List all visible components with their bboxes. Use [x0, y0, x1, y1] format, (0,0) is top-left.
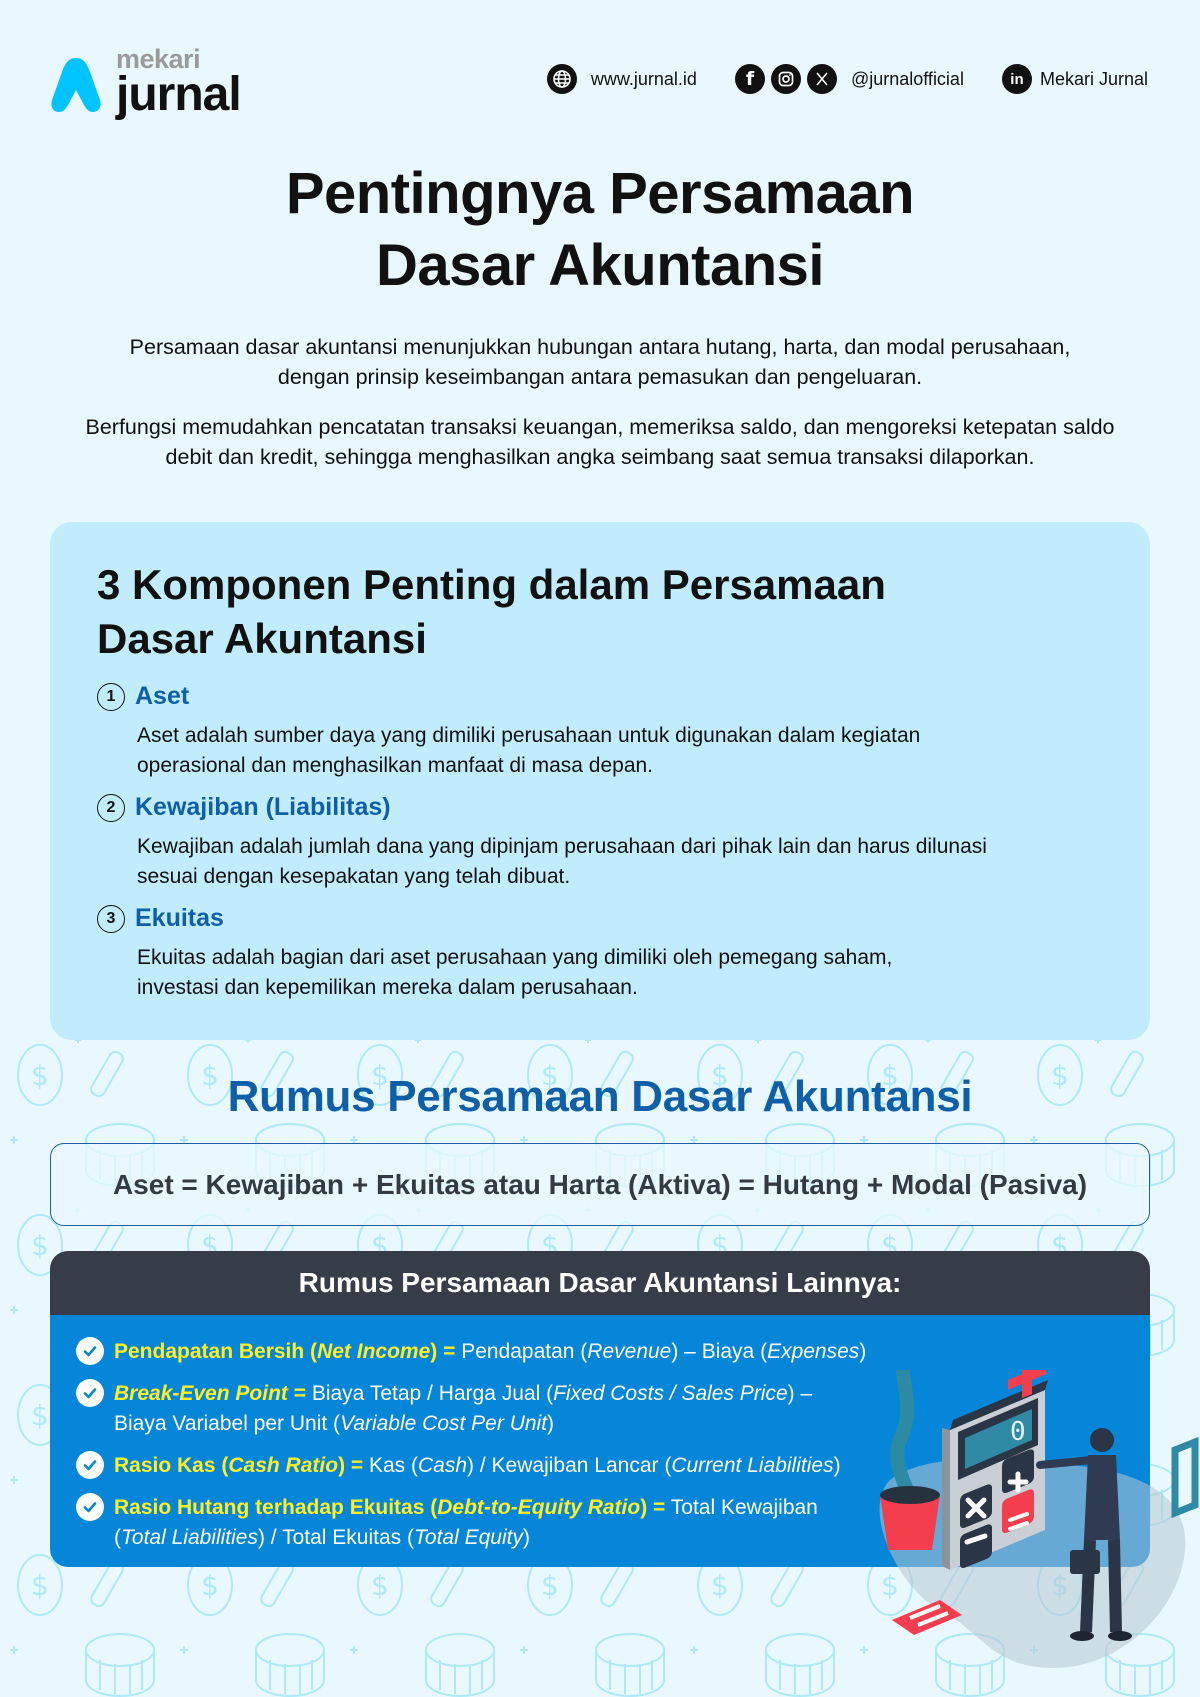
page-title [0, 158, 1200, 302]
component-description [137, 832, 1097, 892]
formula-text [114, 1379, 812, 1439]
formula-line-2 [114, 1523, 818, 1553]
formula-part-italic: Expenses [767, 1340, 860, 1363]
formula-term: Pendapatan Bersih ( [114, 1340, 318, 1363]
component-item-aset [97, 682, 1097, 781]
desc-line-1: Kewajiban adalah jumlah dana yang dipinjam perusahaan dari pihak lain dan harus dilunasi [137, 835, 987, 858]
formula-part: Pendapatan ( [455, 1340, 588, 1363]
formula-part: ) [522, 1526, 530, 1549]
formula-part-italic: Total Liabilities [121, 1526, 258, 1549]
number-badge: 1 [97, 683, 125, 711]
formula-term-italic: Debt-to-Equity Ratio [437, 1496, 641, 1519]
check-circle-icon [76, 1493, 104, 1521]
number-badge: 2 [97, 794, 125, 822]
formula-term-end: ) = [338, 1454, 364, 1477]
component-name: Aset [135, 682, 190, 710]
desc-line-1: Ekuitas adalah bagian dari aset perusahaan yang dimiliki oleh pemegang saham, [137, 946, 893, 969]
formula-term-italic: Net Income [317, 1340, 431, 1363]
title-line-1: Pentingnya Persamaan [285, 161, 915, 226]
formula-part-italic: Variable Cost Per Unit [340, 1412, 548, 1435]
jurnal-logo-icon [48, 54, 104, 118]
globe-icon [547, 64, 577, 94]
components-title [97, 558, 886, 666]
desc-line-2: operasional dan menghasilkan manfaat di masa depan. [137, 754, 654, 777]
component-description [137, 943, 1097, 1003]
component-name: Kewajiban (Liabilitas) [135, 793, 391, 821]
formula-part: ) [547, 1412, 555, 1435]
x-icon[interactable] [807, 64, 837, 94]
formula-part: ) [859, 1340, 867, 1363]
intro-paragraph-2: Berfungsi memudahkan pencatatan transaksi keuangan, memeriksa saldo, dan mengoreksi ketepatan saldo debit dan kredit, sehingga menghasilkan angka seimbang saat semua transaksi dilaporkan. [85, 415, 1115, 469]
formula-term-italic: Break-Even Point [114, 1382, 288, 1405]
formula-text [114, 1337, 866, 1367]
linkedin-icon: in [1002, 64, 1032, 94]
formula-part: Total Kewajiban [665, 1496, 818, 1519]
brand-logo[interactable] [48, 46, 241, 119]
check-circle-icon [76, 1451, 104, 1479]
brand-mekari: mekari [116, 44, 201, 74]
social-handle[interactable]: @jurnalofficial [850, 68, 964, 89]
components-title-line-2: Dasar Akuntansi [97, 615, 427, 662]
display-digit: 0 [1010, 1417, 1026, 1447]
formula-part-italic: Current Liabilities [671, 1454, 834, 1477]
check-circle-icon [76, 1337, 104, 1365]
website-text: www.jurnal.id [590, 68, 697, 89]
component-item-kewajiban [97, 793, 1097, 892]
linkedin-link[interactable] [1002, 64, 1148, 94]
formula-part: Biaya Tetap / Harga Jual ( [306, 1382, 554, 1405]
facebook-icon[interactable]: f [735, 64, 765, 94]
contact-bar [547, 64, 1148, 94]
formula-term: Rasio Hutang terhadap Ekuitas ( [114, 1496, 438, 1519]
plant-icon [880, 1370, 940, 1550]
formula-text [114, 1451, 841, 1481]
formula-part-italic: Revenue [587, 1340, 672, 1363]
component-name: Ekuitas [135, 904, 224, 932]
formula-term-end: ) = [430, 1340, 456, 1363]
formula-term-end: ) = [640, 1496, 666, 1519]
formula-item-net-income [76, 1337, 1150, 1367]
formula-part-italic: Fixed Costs / Sales Price [553, 1382, 788, 1405]
formula-part-italic: Total Equity [414, 1526, 523, 1549]
formula-part: ( [114, 1526, 121, 1549]
formula-term-end: = [287, 1382, 306, 1405]
formula-part: ) – Biaya ( [671, 1340, 768, 1363]
formula-line-2 [114, 1409, 812, 1439]
desc-line-2: investasi dan kepemilikan mereka dalam perusahaan. [137, 976, 638, 999]
rumus-title: Rumus Persamaan Dasar Akuntansi [227, 1072, 973, 1121]
brand-jurnal: jurnal [116, 68, 241, 121]
main-formula-box [50, 1143, 1150, 1226]
desc-line-1: Aset adalah sumber daya yang dimiliki perusahaan untuk digunakan dalam kegiatan [137, 724, 921, 747]
calculator-businessman-illustration [870, 1370, 1200, 1670]
linkedin-text: Mekari Jurnal [1039, 68, 1148, 89]
formula-part: Biaya Variabel per Unit ( [114, 1412, 341, 1435]
formula-text [114, 1493, 818, 1553]
components-card [50, 522, 1150, 1040]
formula-part: ) [833, 1454, 841, 1477]
formula-term-italic: Cash Ratio [228, 1454, 339, 1477]
check-circle-icon [76, 1379, 104, 1407]
instagram-icon[interactable] [771, 64, 801, 94]
title-line-2: Dasar Akuntansi [375, 233, 825, 298]
components-title-line-1: 3 Komponen Penting dalam Persamaan [97, 561, 886, 608]
social-links [735, 64, 964, 94]
main-formula: Aset = Kewajiban + Ekuitas atau Harta (Aktiva) = Hutang + Modal (Pasiva) [112, 1168, 1088, 1200]
formula-part-italic: Cash [418, 1454, 468, 1477]
website-link[interactable] [547, 64, 697, 94]
formula-part: Kas ( [363, 1454, 419, 1477]
formula-term: Rasio Kas ( [114, 1454, 229, 1477]
component-item-ekuitas [97, 904, 1097, 1003]
desc-line-2: sesuai dengan kesepakatan yang telah dibuat. [137, 865, 571, 888]
number-badge: 3 [97, 905, 125, 933]
digit-eight-icon [1175, 1442, 1195, 1513]
formula-part: ) / Total Ekuitas ( [257, 1526, 414, 1549]
component-description [137, 721, 1097, 781]
formula-part: ) / Kewajiban Lancar ( [467, 1454, 672, 1477]
intro-paragraph-1: Persamaan dasar akuntansi menunjukkan hubungan antara hutang, harta, dan modal perusahaan, dengan prinsip keseimbangan antara pemasukan dan pengeluaran. [129, 335, 1071, 389]
other-formulas-header: Rumus Persamaan Dasar Akuntansi Lainnya: [50, 1251, 1150, 1315]
formula-part: ) – [787, 1382, 813, 1405]
